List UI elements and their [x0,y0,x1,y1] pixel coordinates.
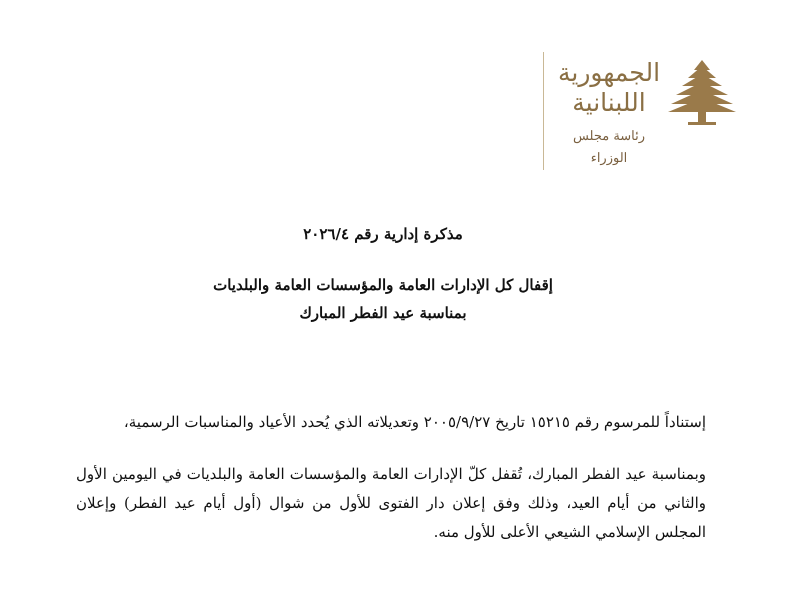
emblem-line-lebanese: اللبنانية [572,88,646,117]
subject-line-1: إقفال كل الإدارات العامة والمؤسسات العامة والبلديات [213,276,553,294]
letterhead-title [553,58,665,170]
emblem-line-republic: الجمهورية [557,58,661,87]
subject-line-2: بمناسبة عيد الفطر المبارك [299,304,467,322]
memo-body [76,408,706,547]
letterhead [0,0,788,190]
emblem-subtitle: رئاسة مجلس الوزراء [572,129,646,166]
paragraph-legal-basis: إستناداً للمرسوم رقم ١٥٢١٥ تاريخ ٢٠٠٥/٩/٢٧ وتعديلاته الذي يُحدد الأعياد والمناسبات الرسمية، [123,413,706,431]
memo-number: مذكرة إدارية رقم ٢٠٢٦/٤ [303,225,463,243]
memo-subject [60,271,706,327]
letterhead-divider [543,52,544,170]
paragraph-closure-decision: وبمناسبة عيد الفطر المبارك، تُقفل كلّ الإدارات العامة والمؤسسات العامة والبلديات في اليومين الأول والثاني من أيام العيد، وذلك وفق إعلان دار الفتوى للأول من شوال (أول أيام عيد الفطر) وإعلان المجلس الإسلامي الشيعي الأعلى للأول منه. [76,465,706,541]
memo-heading [60,222,706,327]
cedar-tree-icon [666,58,738,128]
